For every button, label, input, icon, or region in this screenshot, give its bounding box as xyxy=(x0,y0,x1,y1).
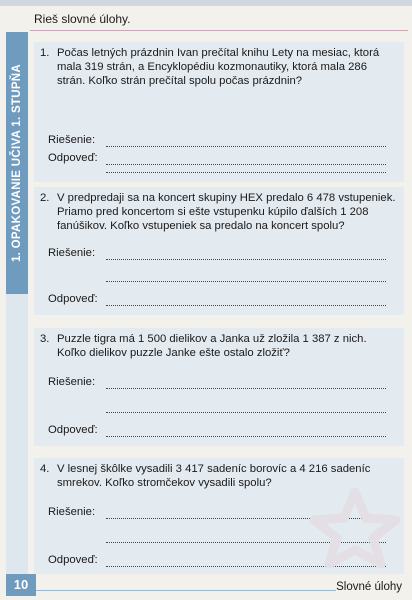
star-decoration-icon xyxy=(300,488,410,568)
page-number: 10 xyxy=(13,577,29,592)
solution-line-2[interactable] xyxy=(106,281,386,282)
task-text: V predpredaji sa na koncert skupiny HEX predalo 6 478 vstupeniek. Priamo pred koncertom si ešte vstupenku kúpilo ďalších 1 208 fanúšikov. Koľko vstupeniek sa predalo na koncert spolu? xyxy=(57,192,396,232)
solution-line-1[interactable] xyxy=(106,388,386,389)
solution-label: Riešenie: xyxy=(48,506,96,518)
answer-label: Odpoveď: xyxy=(48,152,98,164)
answer-line[interactable] xyxy=(106,305,386,306)
answer-line[interactable] xyxy=(106,164,386,165)
answer-line[interactable] xyxy=(106,436,386,437)
task-text: Počas letných prázdnin Ivan prečítal knihu Lety na mesiac, ktorá mala 319 strán, a Encyklopédiu kozmonautiky, ktorá mala 286 strán. Koľko strán prečítal spolu počas prázdnin? xyxy=(57,47,380,87)
task-3 xyxy=(34,328,404,446)
solution-label: Riešenie: xyxy=(48,134,96,146)
solution-line-1[interactable] xyxy=(106,259,386,260)
task-number: 1. xyxy=(40,47,50,59)
top-edge-bar xyxy=(0,0,412,6)
answer-label: Odpoveď: xyxy=(48,424,98,436)
solution-line-2[interactable] xyxy=(106,172,386,173)
task-number: 2. xyxy=(40,192,50,204)
chapter-sidebar-label: 1. OPAKOVANIE UČIVA 1. STUPŇA xyxy=(11,63,23,263)
task-2 xyxy=(34,187,404,315)
answer-label: Odpoveď: xyxy=(48,554,98,566)
header-rule xyxy=(30,30,408,31)
answer-label: Odpoveď: xyxy=(48,293,98,305)
solution-line-1[interactable] xyxy=(106,146,386,147)
sidebar-continuation xyxy=(6,294,28,574)
task-text: Puzzle tigra má 1 500 dielikov a Janka už zložila 1 387 z nich. Koľko dielikov puzzle Janke ešte ostalo zložiť? xyxy=(57,333,367,359)
task-number: 3. xyxy=(40,333,50,345)
footer-rule xyxy=(36,590,336,591)
instruction-heading: Rieš slovné úlohy. xyxy=(34,12,131,26)
solution-label: Riešenie: xyxy=(48,376,96,388)
solution-label: Riešenie: xyxy=(48,247,96,259)
solution-line-2[interactable] xyxy=(106,412,386,413)
task-text: V lesnej škôlke vysadili 3 417 sadeníc borovíc a 4 216 sadeníc smrekov. Koľko stromčekov vysadili spolu? xyxy=(57,463,371,489)
task-number: 4. xyxy=(40,463,50,475)
footer-title: Slovné úlohy xyxy=(336,581,402,593)
